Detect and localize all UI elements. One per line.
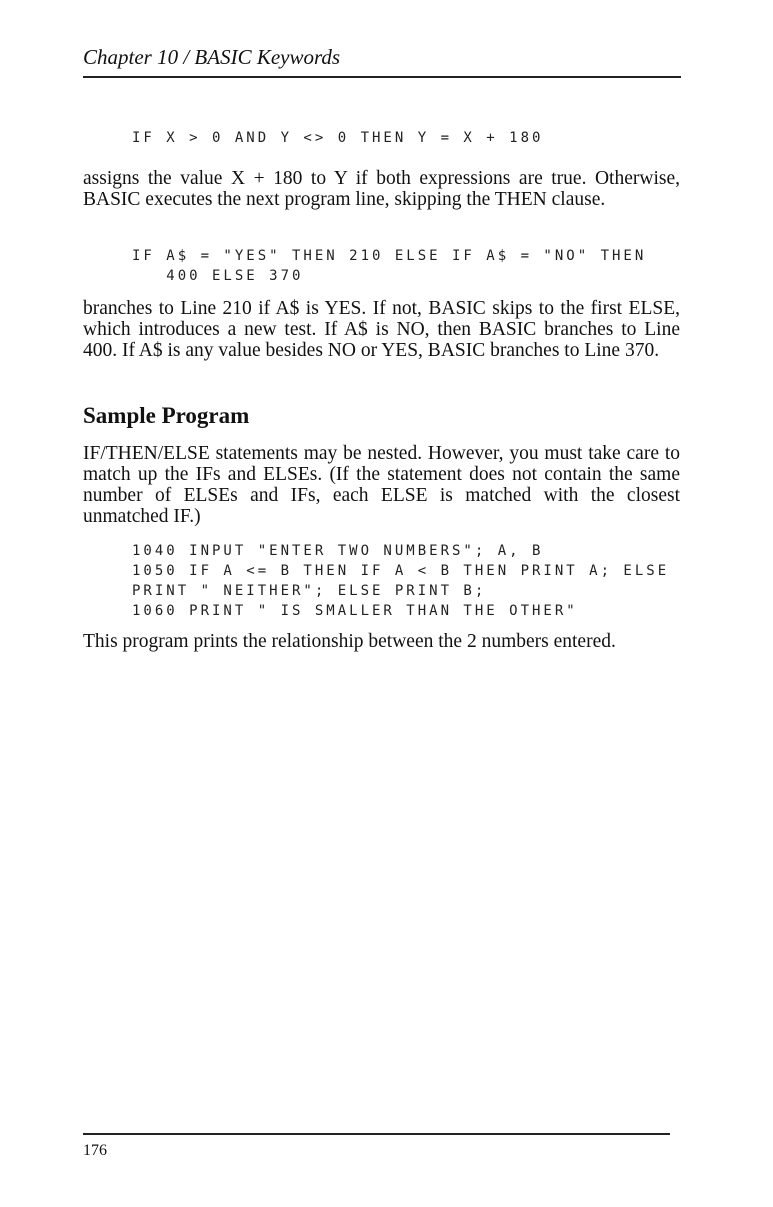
running-header [83, 45, 681, 70]
chapter-title: Chapter 10 / BASIC Keywords [83, 45, 341, 69]
code-example-if-and: IF X > 0 AND Y <> 0 THEN Y = X + 180 [132, 130, 544, 146]
paragraph-nested: IF/THEN/ELSE statements may be nested. However, you must take care to match up the IFs and ELSEs. (If the statement does not contain the same number of ELSEs and IFs, each ELSE is matched with the closest unmatched IF.) [83, 443, 680, 527]
page-number: 176 [83, 1142, 107, 1159]
footer-rule [83, 1133, 670, 1135]
paragraph-branches: branches to Line 210 if A$ is YES. If not, BASIC skips to the first ELSE, which introduces a new test. If A$ is NO, then BASIC branches to Line 400. If A$ is any value besides NO or YES, BASIC branches to Line 370. [83, 298, 680, 361]
code-sample-program: 1040 INPUT "ENTER TWO NUMBERS"; A, B 1050 IF A <= B THEN IF A < B THEN PRINT A; ELSE PRINT " NEITHER"; ELSE PRINT B; 1060 PRINT " IS SMALLER THAN THE OTHER" [132, 543, 670, 619]
header-rule [83, 76, 681, 78]
paragraph-program-summary: This program prints the relationship between the 2 numbers entered. [83, 631, 616, 652]
code-example-if-else: IF A$ = "YES" THEN 210 ELSE IF A$ = "NO" THEN 400 ELSE 370 [132, 248, 647, 284]
section-heading: Sample Program [83, 403, 250, 428]
paragraph-assigns: assigns the value X + 180 to Y if both expressions are true. Otherwise, BASIC executes the next program line, skipping the THEN clause. [83, 168, 680, 210]
